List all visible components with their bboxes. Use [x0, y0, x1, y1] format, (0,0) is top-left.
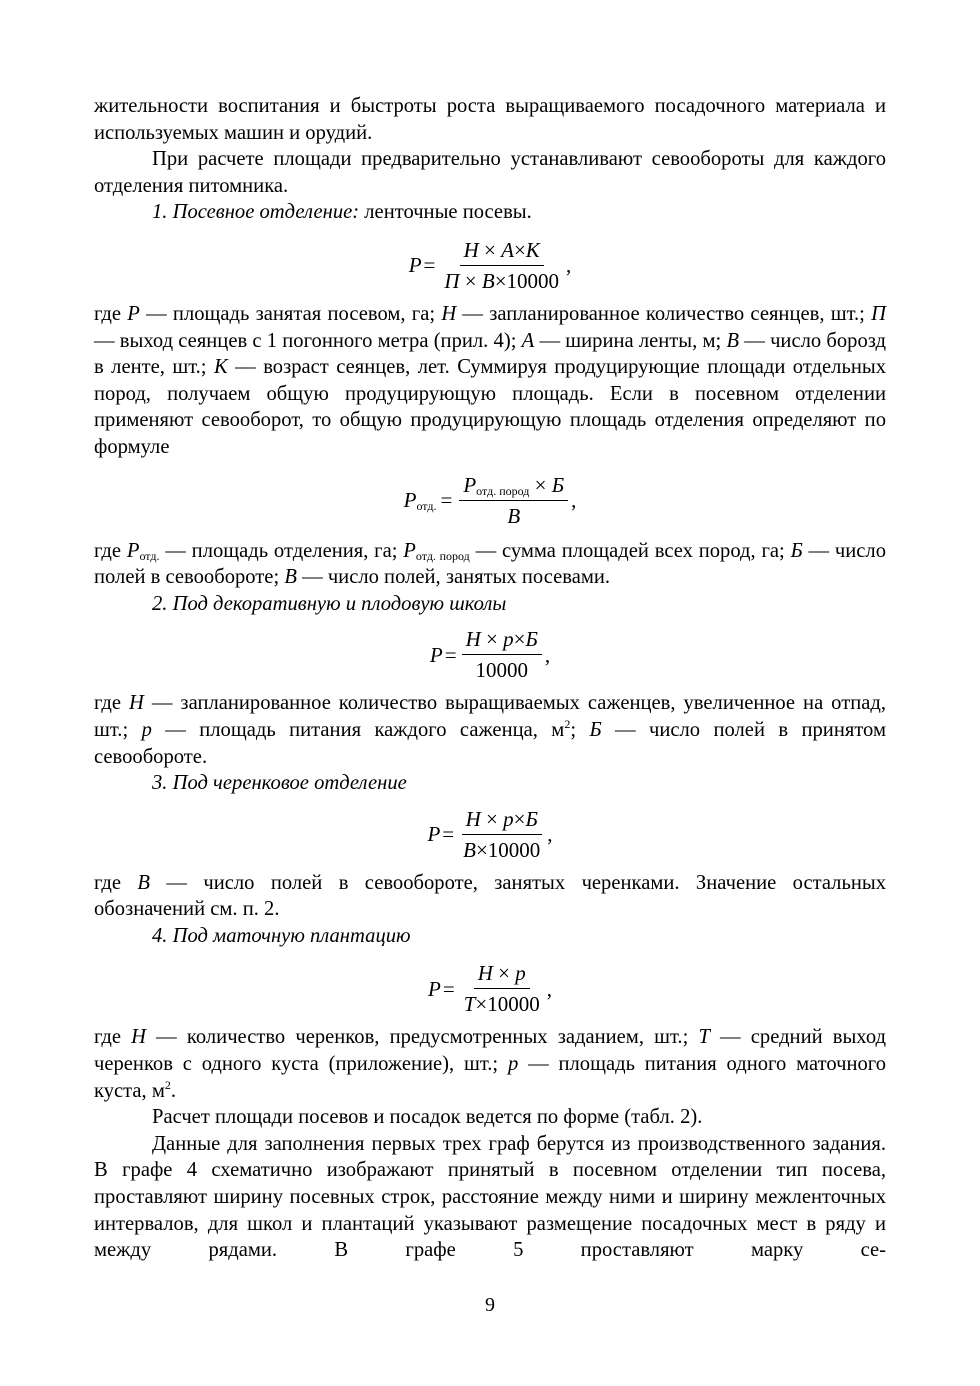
formula-op: =: [442, 976, 455, 1001]
fraction: [440, 238, 563, 293]
formula-op: ,: [546, 976, 552, 1001]
page-content: [94, 93, 886, 1264]
fraction: [460, 961, 544, 1016]
page-number: 9: [485, 1294, 495, 1316]
formula-op: ,: [547, 822, 553, 847]
numerator: H × A×K: [460, 238, 544, 266]
formula-op: =: [423, 253, 436, 278]
denominator: П × В×10000: [444, 268, 560, 293]
section-title: 3. Под черенковое отделение: [152, 772, 407, 795]
denominator: В×10000: [463, 837, 541, 862]
formula-op: ,: [571, 488, 577, 513]
paragraph: где $P_{отд.}$ — площадь отделения, га; $P_{отд. пород}$ — сумма площадей всех пород, га; Б — число полей в севообороте; В — число полей, занятых посевами.: [94, 539, 887, 589]
formula-var: P: [427, 822, 441, 847]
formula-var: P: [408, 253, 422, 278]
paragraph: Данные для заполнения первых трех граф берутся из производственного задания. В графе 4 схематично изображают принятый в посевном отделении тип посева, проставляют ширину посевных строк, расстояние между ними и ширину межленточных интервалов, для школ и плантаций указывают размещение посадочных мест в ряду и между рядами. В графе 5 проставляют марку се-: [94, 1132, 886, 1262]
formula-var: P: [429, 642, 443, 667]
denominator: В: [507, 503, 521, 528]
fraction: [459, 807, 544, 862]
formula-var: P: [428, 976, 441, 1001]
numerator: H × p×Б: [462, 807, 542, 835]
formula-var: $P_{отд.}$: [403, 488, 437, 514]
paragraph: Расчет площади посевов и посадок ведется по форме (табл. 2).: [152, 1106, 703, 1129]
numerator: H × p×Б: [462, 627, 542, 655]
section-title: 1. Посевное отделение:: [152, 201, 360, 224]
denominator: 10000: [475, 658, 528, 683]
fraction: [459, 473, 568, 528]
paragraph: жительности воспитания и быстроты роста выращиваемого посадочного материала и используемых машин и орудий.: [94, 95, 886, 144]
formula-plantation-area: [94, 961, 886, 1016]
paragraph: где В — число полей в севообороте, занятых черенками. Значение остальных обозначений см. п. 2.: [94, 871, 886, 921]
fraction: [462, 627, 542, 682]
formula-op: =: [440, 488, 453, 513]
paragraph: где H — количество черенков, предусмотренных заданием, шт.; T — средний выход черенков с одного куста (приложение), шт.; p — площадь питания одного маточного куста, $м^2$.: [94, 1026, 886, 1102]
formula-op: =: [444, 642, 457, 667]
section-title: 2. Под декоративную и плодовую школы: [152, 592, 507, 615]
numerator: $P_{отд. пород} \times Б$: [459, 473, 568, 501]
paragraph: где P — площадь занятая посевом, га; H — запланированное количество сеянцев, шт.; П — выход сеянцев с 1 погонного метра (прил. 4); A — ширина ленты, м; В — число борозд в ленте, шт.; K — возраст сеянцев, лет. Суммируя продуцирующие площади отдельных пород, получаем общую продуцирующую площадь. Если в посевном отделении применяют севооборот, то общую продуцирующую площадь отделения определяют по формуле: [94, 302, 887, 458]
formula-school-area: [94, 627, 886, 682]
formula-cutting-area: [94, 807, 886, 862]
formula-op: =: [442, 822, 455, 847]
formula-op: ,: [566, 253, 572, 278]
formula-op: ,: [544, 642, 551, 667]
paragraph: где H — запланированное количество выращиваемых саженцев, увеличенное на отпад, шт.; p — площадь питания каждого саженца, $м^2$; Б — число полей в принятом севообороте.: [94, 692, 886, 768]
section-text: ленточные посевы.: [359, 201, 532, 224]
denominator: T×10000: [463, 992, 540, 1017]
formula-seeding-area: [94, 238, 886, 293]
section-title: 4. Под маточную плантацию: [152, 924, 411, 947]
numerator: H × p: [474, 961, 530, 989]
formula-division-area: [94, 473, 886, 528]
section-heading: [94, 199, 886, 226]
paragraph: При расчете площади предварительно устанавливают севообороты для каждого отделения питомника.: [94, 148, 886, 197]
